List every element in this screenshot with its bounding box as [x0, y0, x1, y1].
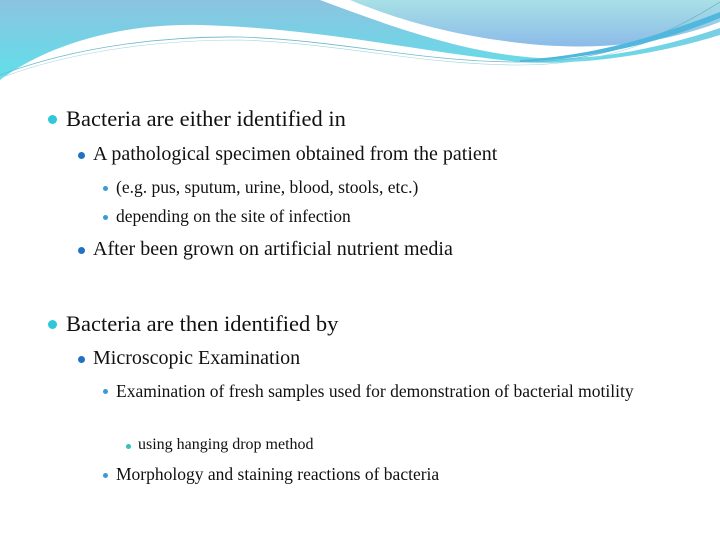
bullet-item-level3: [116, 464, 439, 485]
bullet-dot-icon: [78, 356, 85, 363]
bullet-item-level3: [116, 380, 636, 403]
bullet-text: A pathological specimen obtained from the patient: [93, 143, 498, 165]
bullet-item-level1: [66, 311, 338, 337]
bullet-item-level3: [116, 206, 351, 227]
bullet-item-level2: [93, 143, 497, 166]
bullet-dot-icon: [103, 215, 108, 220]
bullet-text: Examination of fresh samples used for demonstration of bacterial motility: [116, 381, 634, 401]
bullet-dot-icon: [103, 473, 108, 478]
bullet-item-level2: [93, 347, 300, 370]
bullet-dot-icon: [78, 247, 85, 254]
bullet-text: using hanging drop method: [138, 436, 314, 453]
bullet-text: Morphology and staining reactions of bacteria: [116, 464, 440, 484]
bullet-item-level1: [66, 106, 346, 132]
bullet-item-level4: [138, 436, 314, 454]
bullet-text: depending on the site of infection: [116, 206, 351, 226]
bullet-item-level2: [93, 238, 453, 261]
bullet-dot-icon: [78, 152, 85, 159]
bullet-text: Microscopic Examination: [93, 347, 301, 369]
bullet-text: Bacteria are either identified in: [66, 106, 346, 131]
bullet-dot-icon: [48, 320, 57, 329]
bullet-dot-icon: [126, 444, 131, 449]
bullet-text: After been grown on artificial nutrient media: [93, 238, 453, 260]
bullet-dot-icon: [103, 186, 108, 191]
bullet-dot-icon: [48, 115, 57, 124]
bullet-dot-icon: [103, 389, 108, 394]
bullet-text: Bacteria are then identified by: [66, 311, 339, 336]
bullet-text: (e.g. pus, sputum, urine, blood, stools, etc.): [116, 177, 419, 197]
bullet-item-level3: [116, 177, 418, 198]
